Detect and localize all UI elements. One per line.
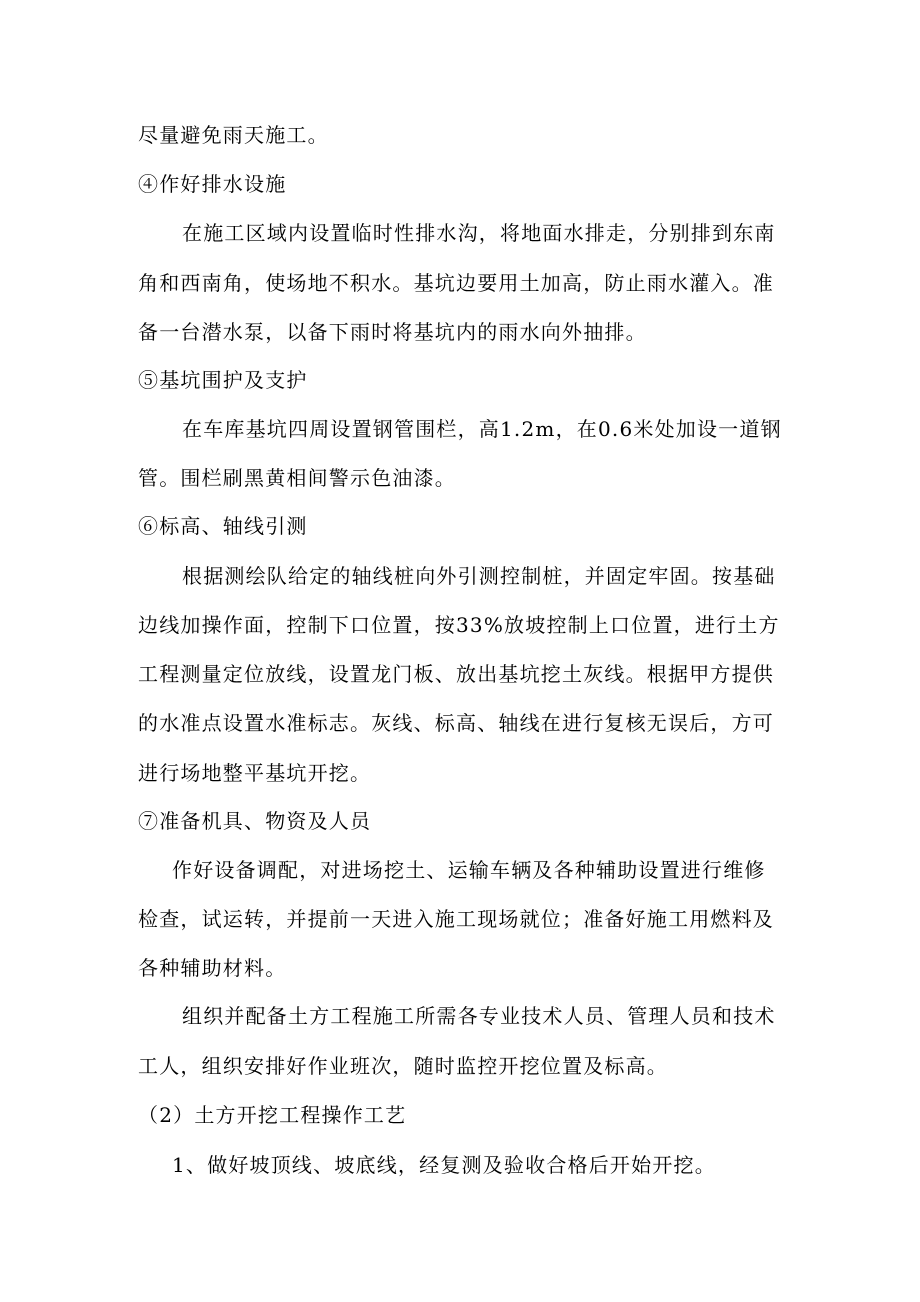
- paragraph-line: 组织并配备土方工程施工所需各专业技术人员、管理人员和技术: [182, 1004, 776, 1028]
- paragraph-line: 备一台潜水泵，以备下雨时将基坑内的雨水向外抽排。: [138, 320, 647, 344]
- paragraph-line: 管。围栏刷黑黄相间警示色油漆。: [138, 466, 456, 490]
- section-heading-excavation-process: （2）土方开挖工程操作工艺: [138, 1103, 407, 1127]
- paragraph-line: 进行场地整平基坑开挖。: [138, 761, 372, 785]
- section-heading-drainage: ④作好排水设施: [138, 172, 287, 196]
- paragraph-line: 根据测绘队给定的轴线桩向外引测控制桩，并固定牢固。按基础: [182, 564, 776, 588]
- paragraph-line: 角和西南角，使场地不积水。基坑边要用土加高，防止雨水灌入。准: [138, 271, 774, 295]
- section-heading-machinery: ⑦准备机具、物资及人员: [138, 809, 372, 833]
- section-heading-elevation-axis: ⑥标高、轴线引测: [138, 514, 308, 538]
- paragraph-line: 检查，试运转，并提前一天进入施工现场就位；准备好施工用燃料及: [138, 907, 774, 931]
- paragraph-line: 的水准点设置水准标志。灰线、标高、轴线在进行复核无误后，方可: [138, 711, 774, 735]
- paragraph-line: 工程测量定位放线，设置龙门板、放出基坑挖土灰线。根据甲方提供: [138, 662, 774, 686]
- paragraph-line: 边线加操作面，控制下口位置，按33%放坡控制上口位置，进行土方: [138, 613, 780, 637]
- paragraph-line: 各种辅助材料。: [138, 956, 287, 980]
- paragraph-line: 在车库基坑四周设置钢管围栏，高1.2m，在0.6米处加设一道钢: [182, 417, 782, 441]
- paragraph-line: 在施工区域内设置临时性排水沟，将地面水排走，分别排到东南: [182, 221, 776, 245]
- paragraph-line-continuation: 尽量避免雨天施工。: [138, 123, 329, 147]
- paragraph-line: 工人，组织安排好作业班次，随时监控开挖位置及标高。: [138, 1054, 668, 1078]
- paragraph-line: 作好设备调配，对进场挖土、运输车辆及各种辅助设置进行维修: [172, 858, 766, 882]
- section-heading-pit-support: ⑤基坑围护及支护: [138, 368, 308, 392]
- paragraph-line: 1、做好坡顶线、坡底线，经复测及验收合格后开始开挖。: [172, 1153, 716, 1177]
